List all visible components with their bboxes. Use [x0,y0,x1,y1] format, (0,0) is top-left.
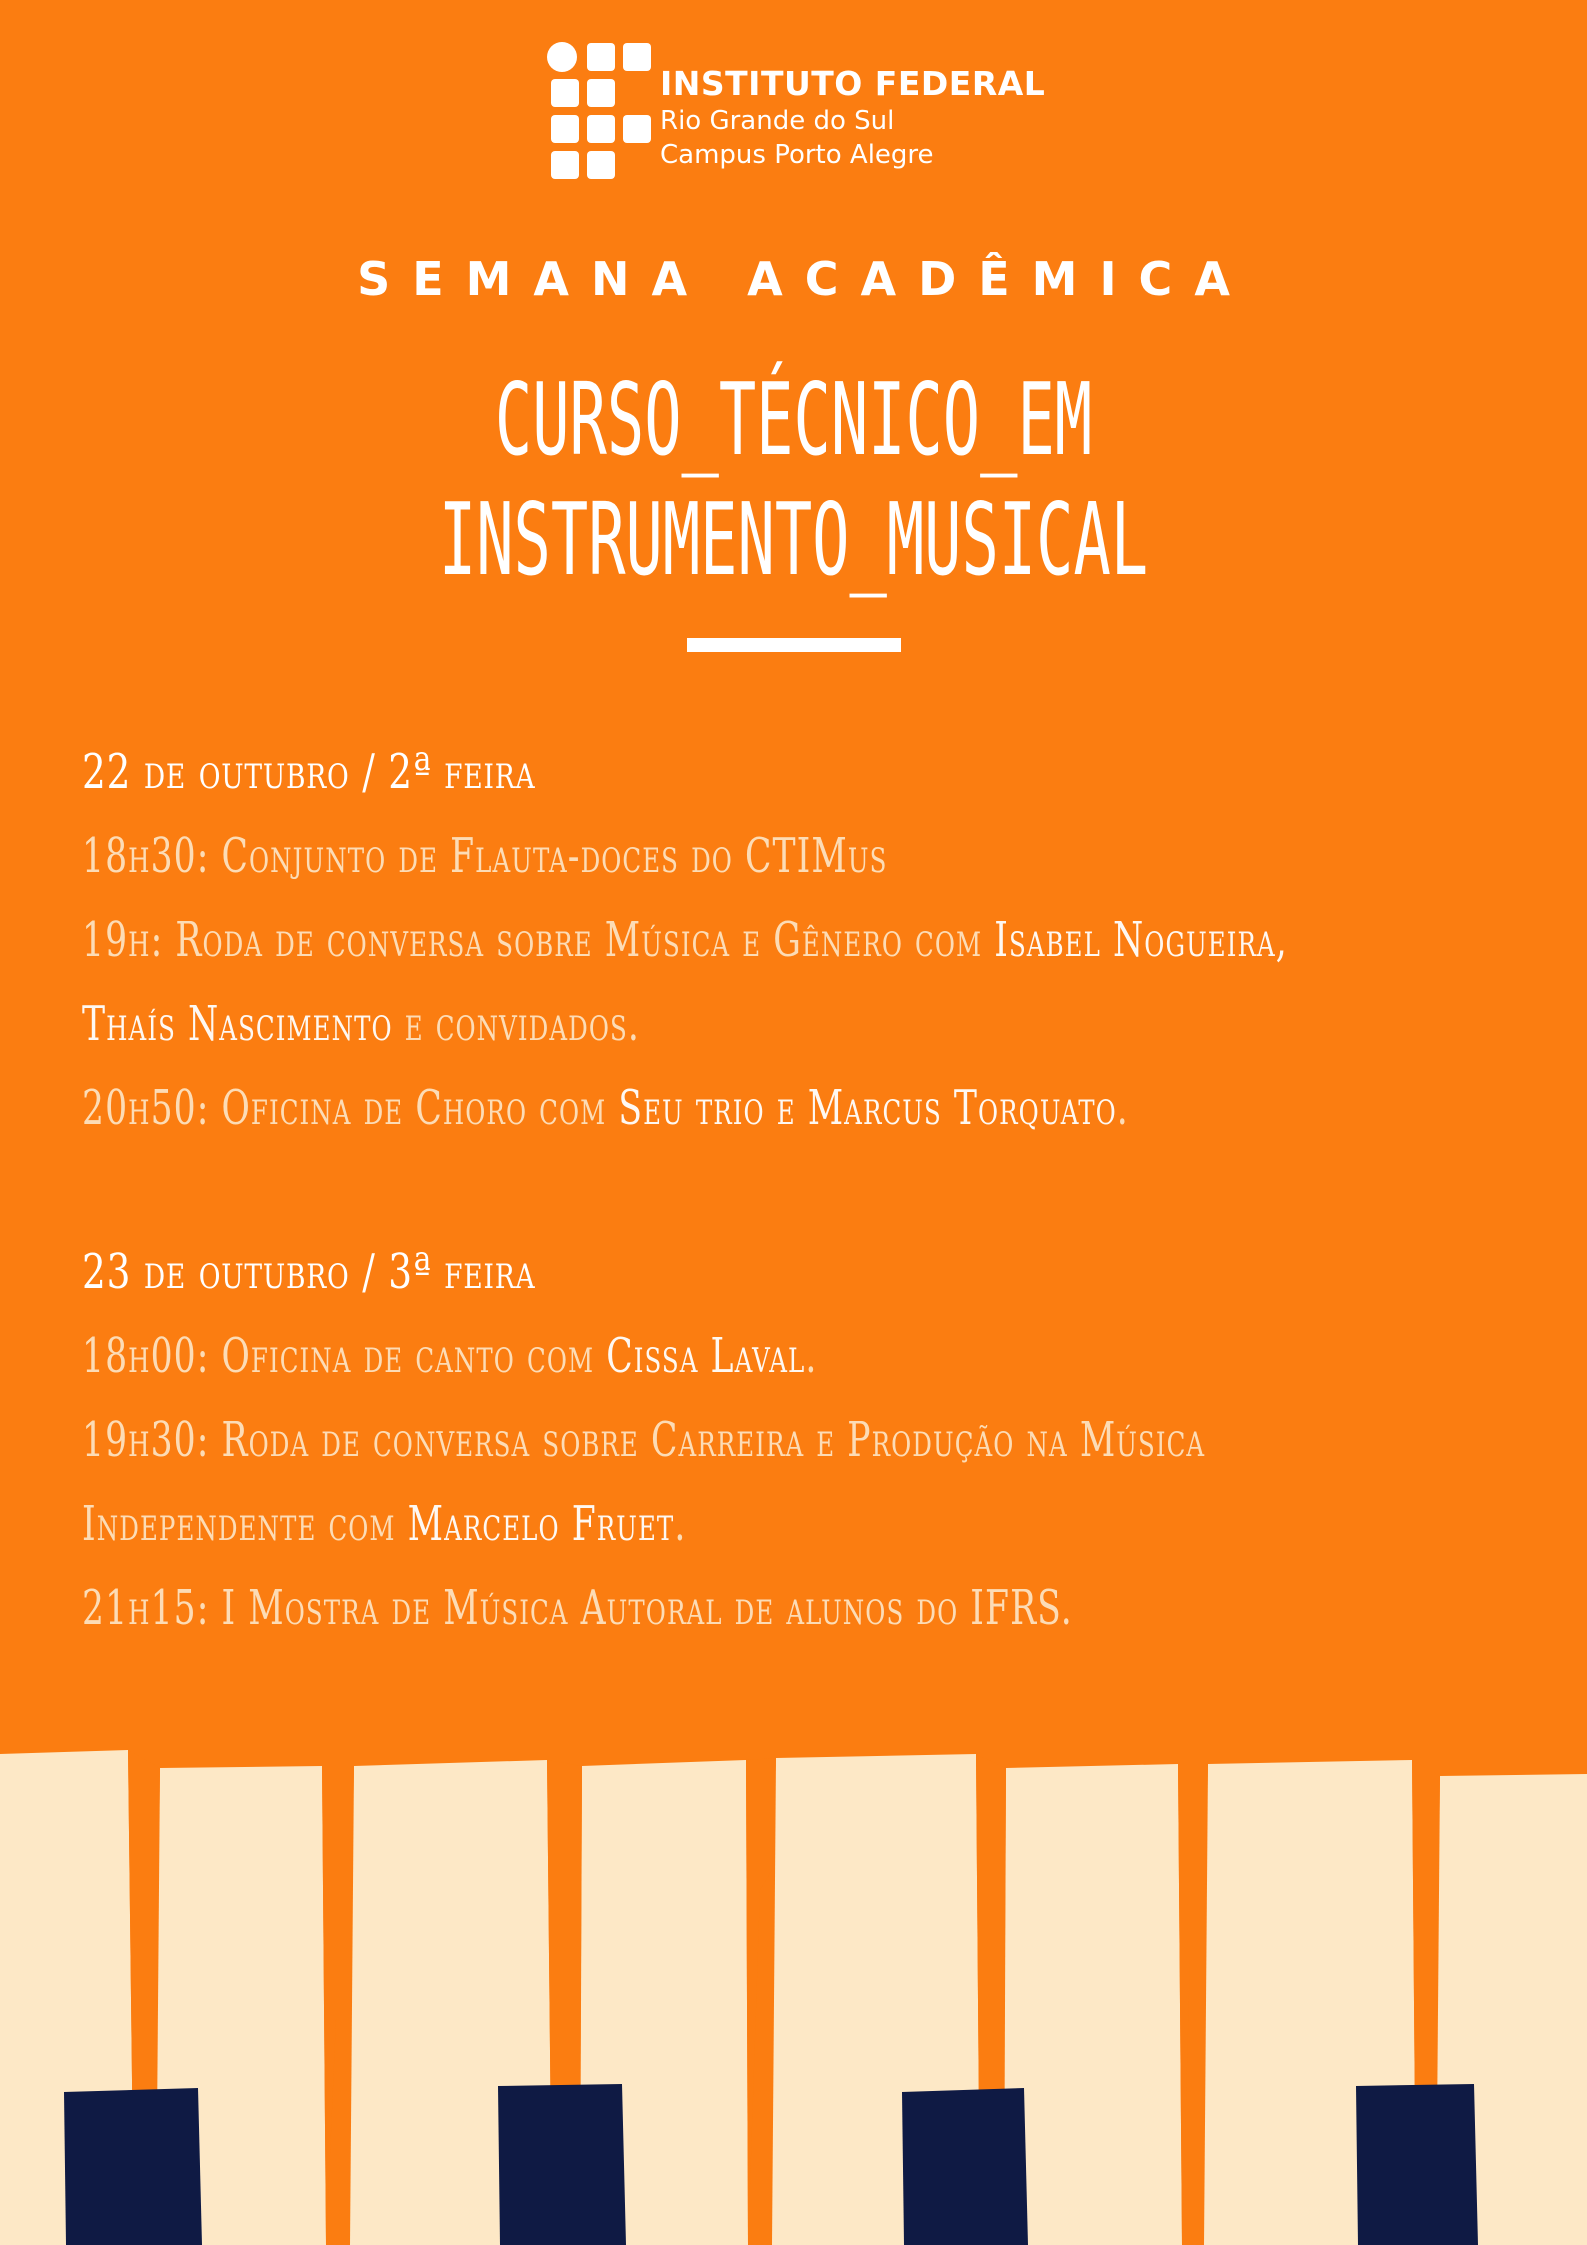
ifrs-grid-logo-icon [545,40,665,180]
event-kicker: SEMANA ACADÊMICA [357,252,1252,306]
line-text: . [805,1328,818,1384]
schedule-line: 18h30: Conjunto de Flauta-doces do CTIMus [82,828,888,884]
schedule-line: 19h30: Roda de conversa sobre Carreira e Produção na Música [82,1412,1206,1468]
title-divider [687,638,901,652]
day-heading: 23 de outubro / 3ª feira [82,1244,536,1300]
event-title-line-2: INSTRUMENTO_MUSICAL [438,481,1149,598]
line-text: 18h00: Oficina de canto com [82,1328,607,1384]
schedule-line [82,1482,1133,1566]
speaker-name: Thaís Nascimento [82,996,393,1052]
line-text: 19h: Roda de conversa sobre Música e Gênero com [82,912,995,968]
schedule-day-2 [82,1230,1542,1650]
institution-state: Rio Grande do Sul [660,106,895,136]
institution-name: INSTITUTO FEDERAL [660,64,1046,103]
institution-logo [545,40,1065,180]
speaker-name: Marcelo Fruet [407,1496,675,1552]
schedule-line [82,982,1133,1066]
speaker-name: Seu trio e Marcus Torquato [618,1080,1117,1136]
line-text: 20h50: Oficina de Choro com [82,1080,619,1136]
line-text: . [1116,1080,1129,1136]
piano-white-keys [0,1750,1587,2245]
schedule-day-1 [82,730,1542,1150]
line-text: . [674,1496,687,1552]
institution-name-block [660,64,1045,172]
event-title-line-1: CURSO_TÉCNICO_EM [494,361,1093,478]
day-heading: 22 de outubro / 2ª feira [82,744,536,800]
schedule-line [82,1314,1133,1398]
piano-keys-illustration [0,1740,1587,2245]
schedule-line: 21h15: I Mostra de Música Autoral de alunos do IFRS. [82,1580,1073,1636]
line-text: e convidados. [392,996,640,1052]
institution-campus: Campus Porto Alegre [660,140,934,170]
schedule-line [82,898,1288,982]
line-text: Independente com [82,1496,408,1552]
speaker-name: Isabel Nogueira, [994,912,1288,968]
schedule-line [82,1066,1133,1150]
speaker-name: Cissa Laval [606,1328,806,1384]
